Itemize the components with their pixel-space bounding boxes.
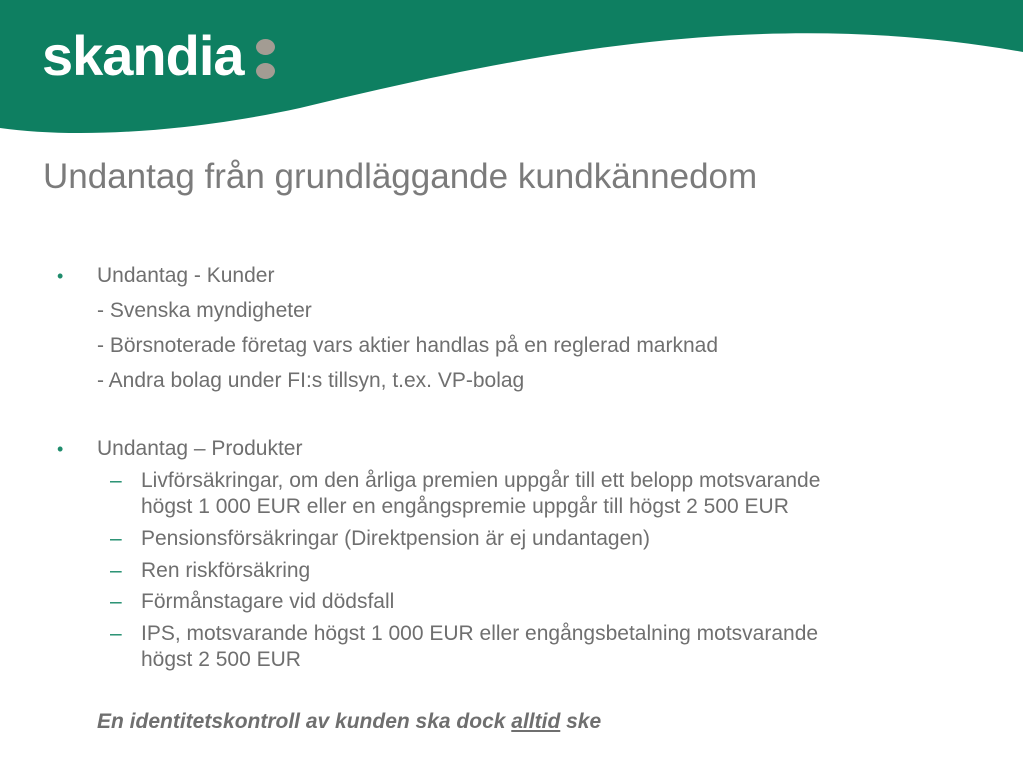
customer-item: - Börsnoterade företag vars aktier handlas på en reglerad marknad — [97, 334, 719, 357]
product-item-line: Ren riskförsäkring — [141, 559, 311, 582]
dash-bullet-icon: – — [110, 469, 122, 492]
product-item-line: IPS, motsvarande högst 1 000 EUR eller engångsbetalning motsvarande — [141, 622, 819, 645]
bullet-icon: • — [57, 266, 64, 286]
section-customers-heading: Undantag - Kunder — [97, 264, 275, 287]
bullet-icon: • — [57, 439, 64, 459]
dash-bullet-icon: – — [110, 527, 122, 550]
product-item-line: Pensionsförsäkringar (Direktpension är ej undantagen) — [141, 527, 650, 550]
note-emphasis: alltid — [511, 710, 561, 733]
customer-item: - Andra bolag under FI:s tillsyn, t.ex. VP-bolag — [97, 369, 525, 392]
dash-bullet-icon: – — [110, 590, 122, 613]
product-item-line: Livförsäkringar, om den årliga premien uppgår till ett belopp motsvarande — [141, 469, 821, 492]
product-item-line: högst 2 500 EUR — [141, 648, 301, 671]
product-item-line: högst 1 000 EUR eller en engångspremie uppgår till högst 2 500 EUR — [141, 495, 789, 518]
section-products-heading: Undantag – Produkter — [97, 437, 303, 460]
logo-wordmark: skandia — [42, 24, 244, 87]
note-text-after: ske — [560, 710, 602, 733]
identity-check-note — [97, 709, 601, 735]
dash-bullet-icon: – — [110, 622, 122, 645]
page-title: Undantag från grundläggande kundkännedom — [43, 157, 758, 196]
customer-item: - Svenska myndigheter — [97, 299, 312, 322]
dash-bullet-icon: – — [110, 559, 122, 582]
product-item-line: Förmånstagare vid dödsfall — [141, 590, 395, 613]
note-text-before: En identitetskontroll av kunden ska dock — [97, 710, 512, 733]
